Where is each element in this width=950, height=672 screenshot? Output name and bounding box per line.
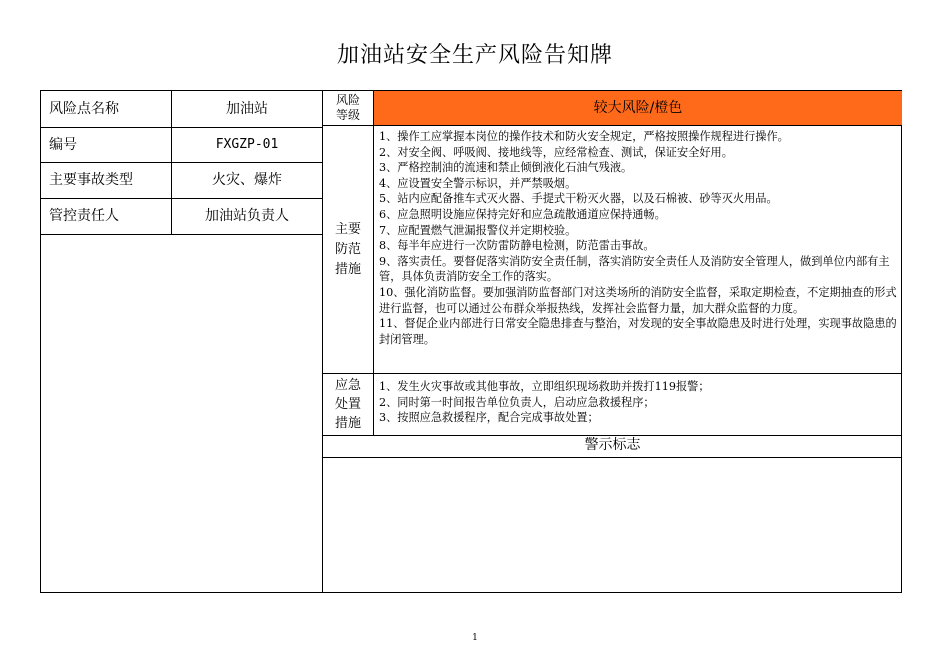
emergency-list <box>379 379 899 433</box>
divider <box>41 234 322 235</box>
list-item: 5、站内应配备推车式灭火器、手提式干粉灭火器，以及石棉被、砂等灭火用品。 <box>379 192 778 206</box>
emergency-label-line: 应急 <box>334 378 361 393</box>
list-item: 1、操作工应掌握本岗位的操作技术和防火安全规定，严格按照操作规程进行操作。 <box>379 130 789 143</box>
list-item: 3、严格控制油的流速和禁止倾倒液化石油气残液。 <box>379 161 633 175</box>
risk-point-name-value: 加油站 <box>226 101 268 117</box>
prevention-label <box>323 126 373 373</box>
risk-level-label-line: 等级 <box>335 108 360 122</box>
responsible-person-value: 加油站负责人 <box>205 208 289 224</box>
code-value: FXGZP-01 <box>215 137 279 152</box>
risk-point-name-label: 风险点名称 <box>49 101 119 117</box>
warning-sign-area <box>323 458 902 593</box>
emergency-label-line: 处置 <box>334 397 361 412</box>
prevention-label-line: 主要 <box>334 221 361 237</box>
risk-level-badge: 较大风险/橙色 <box>374 91 902 125</box>
list-item: 8、每半年应进行一次防雷防静电检测，防范雷击事故。 <box>379 239 655 253</box>
emergency-label-line: 措施 <box>334 416 361 431</box>
code-label: 编号 <box>49 137 77 153</box>
list-item: 9、落实责任。要督促落实消防安全责任制，落实消防安全责任人及消防安全管理人，做到单位内部有主管，具体负责消防安全工作的落实。 <box>379 254 890 284</box>
list-item: 2、对安全阀、呼吸阀、接地线等，应经常检查、测试，保证安全好用。 <box>379 145 733 159</box>
list-item: 2、同时第一时间报告单位负责人，启动应急救援程序； <box>379 395 655 409</box>
page-title: 加油站安全生产风险告知牌 <box>336 43 613 68</box>
prevention-label-line: 防范 <box>334 241 361 257</box>
risk-notice-table <box>40 90 902 593</box>
list-item: 1、发生火灾事故或其他事故，立即组织现场救助并拨打119报警； <box>379 380 710 393</box>
list-item: 11、督促企业内部进行日常安全隐患排查与整治，对发现的安全事故隐患及时进行处理，实现事故隐患的封闭管理。 <box>379 317 897 346</box>
list-item: 7、应配置燃气泄漏报警仪并定期校验。 <box>379 223 577 237</box>
prevention-list <box>379 129 899 372</box>
accident-type-value: 火灾、爆炸 <box>212 172 282 188</box>
risk-level-label-line: 风险 <box>335 93 360 107</box>
warning-sign-title: 警示标志 <box>584 437 641 453</box>
list-item: 6、应急照明设施应保持完好和应急疏散通道应保持通畅。 <box>379 207 666 221</box>
emergency-label <box>323 374 373 435</box>
divider <box>322 125 902 126</box>
divider <box>322 373 902 374</box>
page-number: 1 <box>472 633 478 643</box>
responsible-person-label: 管控责任人 <box>49 208 119 224</box>
accident-type-label: 主要事故类型 <box>49 172 133 188</box>
list-item: 3、按照应急救援程序，配合完成事故处置； <box>379 411 599 425</box>
list-item: 4、应设置安全警示标识，并严禁吸烟。 <box>379 176 577 190</box>
prevention-label-line: 措施 <box>334 261 361 277</box>
divider <box>373 91 374 436</box>
risk-level-label <box>323 93 373 125</box>
list-item: 10、强化消防监督。要加强消防监督部门对这类场所的消防安全监督，采取定期检查，不定期抽查的形式进行监督，也可以通过公布群众举报热线，发挥社会监督力量，加大群众监督的力度。 <box>379 285 897 315</box>
